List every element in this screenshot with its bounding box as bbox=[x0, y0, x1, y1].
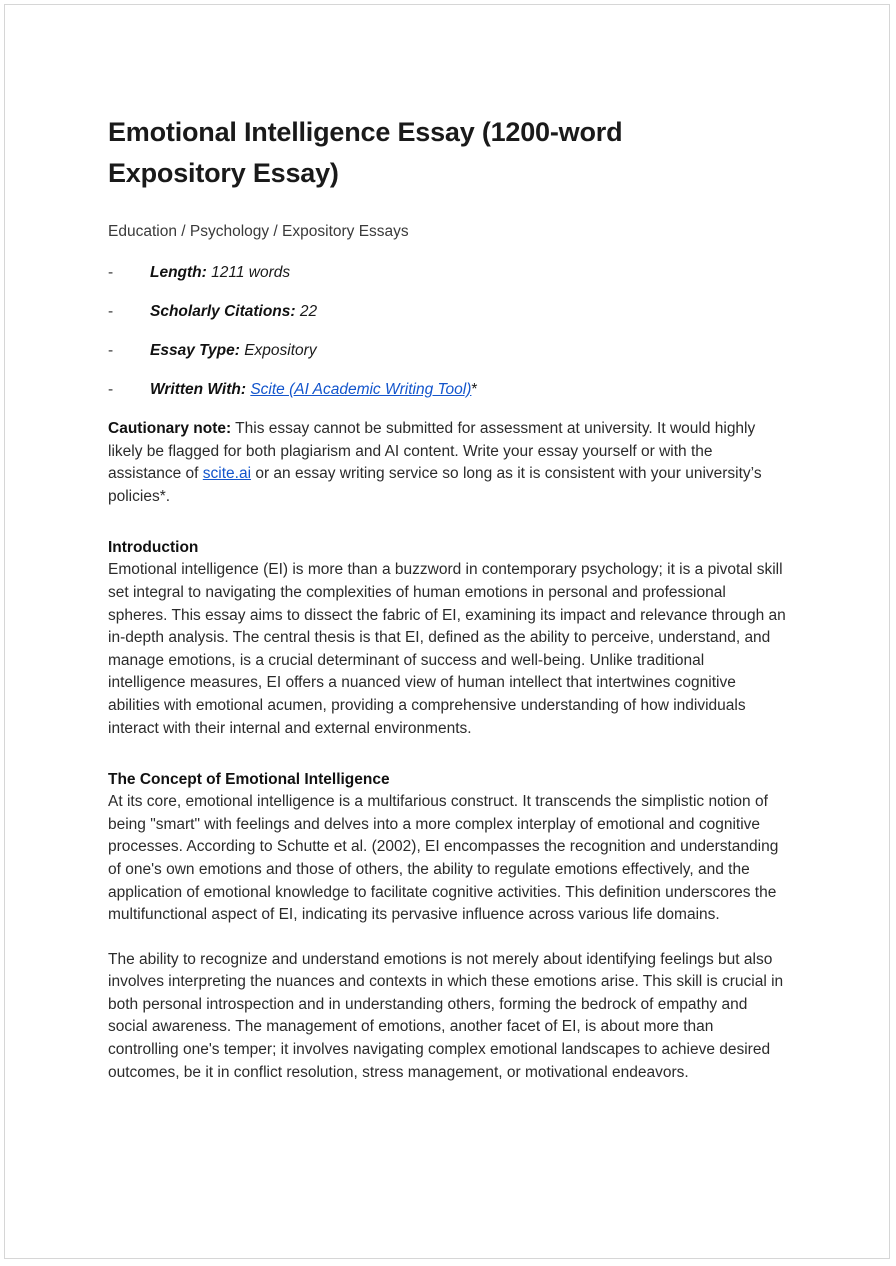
list-item bbox=[108, 379, 786, 401]
metadata-body bbox=[150, 301, 786, 323]
metadata-value-text: 22 bbox=[299, 303, 318, 320]
scite-tool-link[interactable]: Scite (AI Academic Writing Tool) bbox=[250, 381, 472, 398]
paragraph: At its core, emotional intelligence is a multifarious construct. It transcends the simplistic notion of being "smart" with feelings and delves into a more complex interplay of emotional and cognitive processes. According to Schutte et al. (2002), EI encompasses the recognition and understanding of one's own emotions and those of others, the ability to regulate emotions effectively, and the application of emotional knowledge to facilitate cognitive activities. This definition underscores the multifunctional aspect of EI, indicating its pervasive influence across various life domains. bbox=[108, 793, 779, 924]
metadata-label: Essay Type: bbox=[150, 342, 240, 359]
metadata-value bbox=[300, 303, 317, 320]
section-heading-introduction: Introduction bbox=[108, 539, 199, 557]
metadata-body bbox=[150, 262, 786, 284]
metadata-list bbox=[108, 262, 786, 401]
metadata-value-text: 1211 words bbox=[211, 264, 291, 281]
document-content bbox=[108, 112, 786, 1084]
metadata-label: Scholarly Citations: bbox=[150, 303, 296, 320]
metadata-body bbox=[150, 379, 786, 401]
metadata-label: Length: bbox=[150, 264, 207, 281]
scite-ai-link[interactable]: scite.ai bbox=[202, 465, 252, 483]
footnote-asterisk: * bbox=[471, 381, 478, 398]
metadata-label: Written With: bbox=[150, 381, 246, 398]
list-bullet-dash: - bbox=[108, 342, 114, 359]
cautionary-note-text-before: This essay cannot be submitted for assessment at university. It would highly likely be flagged for both plagiarism and AI content. Write your essay yourself or with the assistance of bbox=[108, 420, 756, 483]
breadcrumb: Education / Psychology / Expository Essays bbox=[108, 223, 409, 240]
cautionary-note-text-after: or an essay writing service so long as it is consistent with your university’s policies*. bbox=[108, 465, 762, 505]
metadata-body bbox=[150, 340, 786, 362]
section-heading-concept-of-emotional-intelligence: The Concept of Emotional Intelligence bbox=[108, 771, 390, 789]
metadata-value-text: Expository bbox=[244, 342, 317, 359]
metadata-value bbox=[244, 342, 316, 359]
paragraph: The ability to recognize and understand emotions is not merely about identifying feelings but also involves interpreting the nuances and contexts in which these emotions arise. This skill is crucial in both personal introspection and in understanding others, forming the bedrock of empathy and social awareness. The management of emotions, another facet of EI, is about more than controlling one's temper; it involves navigating complex emotional landscapes to achieve desired outcomes, be it in conflict resolution, stress management, or motivational endeavors. bbox=[108, 950, 784, 1081]
cautionary-note-label: Cautionary note: bbox=[108, 420, 232, 437]
list-bullet-dash: - bbox=[108, 264, 114, 281]
list-item bbox=[108, 262, 786, 284]
paragraph: Emotional intelligence (EI) is more than a buzzword in contemporary psychology; it is a pivotal skill set integral to navigating the complexities of human emotions in personal and professional spheres. This essay aims to dissect the fabric of EI, examining its impact and relevance through an in-depth analysis. The central thesis is that EI, defined as the ability to perceive, understand, and manage emotions, is a crucial determinant of success and well-being. Unlike traditional intelligence measures, EI offers a nuanced view of human intellect that intertwines cognitive abilities with emotional acumen, providing a comprehensive understanding of how individuals interact with their internal and external environments. bbox=[108, 561, 786, 737]
metadata-value bbox=[211, 264, 290, 281]
cautionary-note bbox=[108, 418, 786, 508]
metadata-value bbox=[250, 381, 477, 398]
page-title: Emotional Intelligence Essay (1200-word Expository Essay) bbox=[108, 117, 623, 188]
list-item bbox=[108, 301, 786, 323]
list-item bbox=[108, 340, 786, 362]
list-bullet-dash: - bbox=[108, 381, 114, 398]
list-bullet-dash: - bbox=[108, 303, 114, 320]
